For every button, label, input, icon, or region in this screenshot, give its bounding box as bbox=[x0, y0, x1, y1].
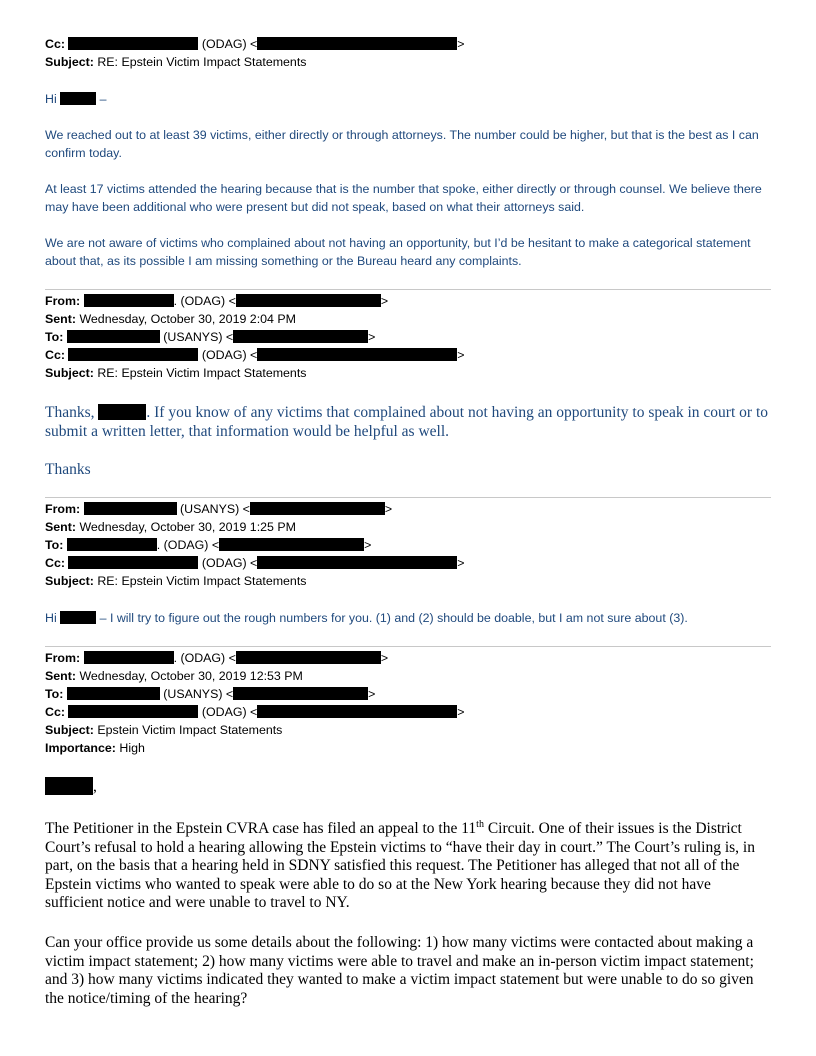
cc-line: Cc: (ODAG) < > bbox=[45, 705, 465, 719]
redaction bbox=[219, 538, 364, 551]
redaction bbox=[67, 687, 160, 700]
redaction bbox=[257, 705, 457, 718]
redaction bbox=[60, 92, 96, 105]
redaction bbox=[233, 687, 368, 700]
redaction bbox=[257, 556, 457, 569]
redaction bbox=[84, 502, 177, 515]
from-line: From: . (ODAG) < > bbox=[45, 651, 389, 665]
divider bbox=[45, 497, 771, 498]
sent-line: Sent: Wednesday, October 30, 2019 12:53 PM bbox=[45, 669, 303, 683]
message-paragraph: The Petitioner in the Epstein CVRA case has filed an appeal to the 11th Circuit. One of their issues is the District Court’s refusal to hold a hearing allowing the Epstein victims to “have their day in court.” The Court’s ruling is, in part, on the basis that a hearing held in SDNY satisfied this request. The Petitioner has alleged that not all of the Epstein victims who wanted to speak were able to do so at the New York hearing because they did not have sufficient notice and were unable to travel to NY. bbox=[45, 819, 755, 911]
redaction bbox=[236, 651, 381, 664]
message-paragraph: Can your office provide us some details about the following: 1) how many victims were contacted about making a victim impact statement; 2) how many victims were able to travel and make an in-person victim impact statement; and 3) how many victims indicated they wanted to make a victim impact statement but were unable to do so given the notice/timing of the hearing? bbox=[45, 934, 754, 1007]
from-line: From: . (ODAG) < > bbox=[45, 294, 389, 308]
signoff: Thanks bbox=[45, 461, 91, 478]
to-line: To: . (ODAG) < > bbox=[45, 538, 372, 552]
redaction bbox=[233, 330, 368, 343]
reply-paragraph: We are not aware of victims who complained about not having an opportunity, but I’d be hesitant to make a categorical statement about that, as its possible I am missing something or the Bureau heard any complaints. bbox=[45, 236, 751, 268]
redaction bbox=[67, 330, 160, 343]
divider bbox=[45, 289, 771, 290]
sent-line: Sent: Wednesday, October 30, 2019 1:25 PM bbox=[45, 520, 296, 534]
to-line: To: (USANYS) < > bbox=[45, 330, 376, 344]
redaction bbox=[250, 502, 385, 515]
sent-line: Sent: Wednesday, October 30, 2019 2:04 PM bbox=[45, 312, 296, 326]
cc-line: Cc: (ODAG) < > bbox=[45, 348, 465, 362]
subject-line: Subject: RE: Epstein Victim Impact Statements bbox=[45, 55, 307, 69]
to-line: To: (USANYS) < > bbox=[45, 687, 376, 701]
subject-line: Subject: Epstein Victim Impact Statements bbox=[45, 723, 283, 737]
reply-paragraph: At least 17 victims attended the hearing because that is the number that spoke, either directly or through counsel. We believe there may have been additional who were present but did not speak, based on what their attorneys said. bbox=[45, 182, 762, 214]
salutation: , bbox=[45, 777, 771, 797]
redaction bbox=[67, 538, 157, 551]
message-body: Thanks, . If you know of any victims that complained about not having an opportunity to speak in court or to submit a written letter, that information would be helpful as well. bbox=[45, 404, 768, 440]
redaction bbox=[60, 611, 96, 624]
redaction bbox=[257, 37, 457, 50]
redaction bbox=[68, 37, 198, 50]
subject-line: Subject: RE: Epstein Victim Impact Statements bbox=[45, 574, 307, 588]
redaction bbox=[84, 294, 174, 307]
importance-line: Importance: High bbox=[45, 741, 145, 755]
redaction bbox=[45, 777, 93, 795]
redaction bbox=[98, 404, 146, 420]
redaction bbox=[68, 705, 198, 718]
divider bbox=[45, 646, 771, 647]
greeting: Hi – bbox=[45, 92, 107, 106]
message-body: Hi – I will try to figure out the rough numbers for you. (1) and (2) should be doable, but I am not sure about (3). bbox=[45, 611, 688, 625]
redaction bbox=[68, 556, 198, 569]
redaction bbox=[257, 348, 457, 361]
redaction bbox=[236, 294, 381, 307]
cc-line: Cc: (ODAG) < > bbox=[45, 556, 465, 570]
reply-paragraph: We reached out to at least 39 victims, either directly or through attorneys. The number could be higher, but that is the best as I can confirm today. bbox=[45, 128, 759, 160]
subject-line: Subject: RE: Epstein Victim Impact Statements bbox=[45, 366, 307, 380]
redaction bbox=[68, 348, 198, 361]
from-line: From: (USANYS) < > bbox=[45, 502, 393, 516]
cc-line: Cc: (ODAG) < > bbox=[45, 37, 465, 51]
redaction bbox=[84, 651, 174, 664]
